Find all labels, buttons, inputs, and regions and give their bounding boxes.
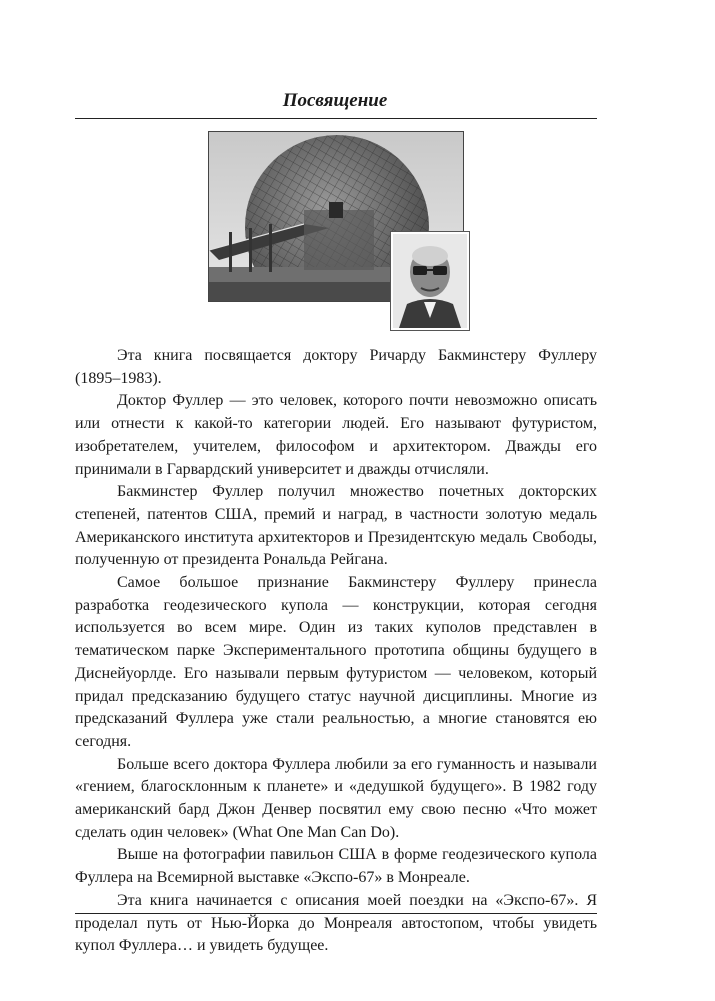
paragraph: Эта книга посвящается доктору Ричарду Бакминстеру Фуллеру (1895–1983). bbox=[75, 347, 597, 387]
paragraph: Доктор Фуллер — это человек, которого почти невозможно описать или отнести к какой-то категории людей. Его называют футуристом, изобретателем, учителем, философом и архитектором. Дважды его принимали в Гарвардский университет и дважды отчисляли. bbox=[75, 392, 597, 478]
paragraph: Эта книга начинается с описания моей поездки на «Экспо-67». Я проделал путь от Нью-Йорка до Монреаля автостопом, чтобы увидеть купол Фуллера… и увидеть будущее. bbox=[75, 891, 597, 955]
portrait-photo bbox=[391, 232, 469, 330]
page-title: Посвящение bbox=[282, 90, 388, 111]
footer-rule bbox=[75, 913, 597, 914]
paragraph: Бакминстер Фуллер получил множество почетных докторских степеней, патентов США, премий и наград, в частности золотую медаль Американского института архитекторов и Президентскую медаль Свободы, полученную от президента Рональда Рейгана. bbox=[75, 483, 597, 569]
dedication-text bbox=[75, 345, 597, 958]
paragraph: Выше на фотографии павильон США в форме геодезического купола Фуллера на Всемирной выставке «Экспо-67» в Монреале. bbox=[75, 846, 597, 887]
paragraph: Самое большое признание Бакминстеру Фуллеру принесла разработка геодезического купола — конструкции, которая сегодня используется во всем мире. Один из таких куполов представлен в тематическом парке Экспериментального прототипа общины будущего в Диснейуорлде. Его называли первым футуристом — человеком, который придал предсказанию будущего статус научной дисциплины. Многие из предсказаний Фуллера уже стали реальностью, а многие становятся ею сегодня. bbox=[75, 574, 597, 750]
paragraph: Больше всего доктора Фуллера любили за его гуманность и называли «гением, благосклонным к планете» и «дедушкой будущего». В 1982 году американский бард Джон Денвер посвятил ему свою песню «Что может сделать один человек» (What One Man Can Do). bbox=[75, 755, 597, 841]
header-rule bbox=[75, 118, 597, 119]
